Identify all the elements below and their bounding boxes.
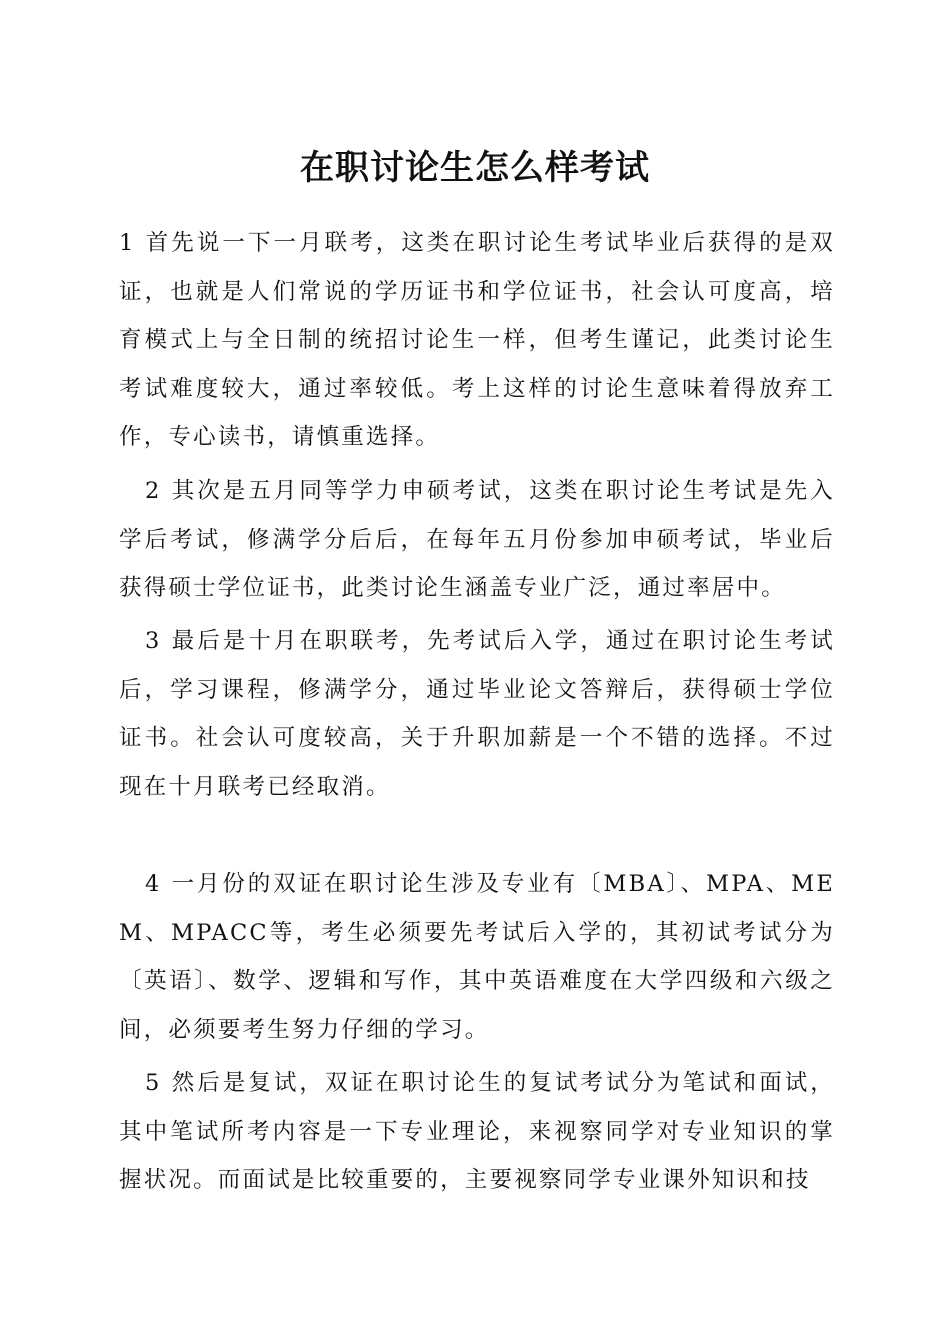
paragraph-5: 5 然后是复试，双证在职讨论生的复试考试分为笔试和面试，其中笔试所考内容是一下专业理论，来视察同学对专业知识的掌握状况。而面试是比较重要的，主要视察同学专业课外知识和技 <box>119 1070 835 1193</box>
paragraph-1: 1 首先说一下一月联考，这类在职讨论生考试毕业后获得的是双证，也就是人们常说的学历证书和学位证书，社会认可度高，培育模式上与全日制的统招讨论生一样，但考生谨记，此类讨论生考试难度较大，通过率较低。考上这样的讨论生意味着得放弃工作，专心读书，请慎重选择。 <box>119 230 835 450</box>
document-title: 在职讨论生怎么样考试 <box>300 148 650 188</box>
paragraph-4: 4 一月份的双证在职讨论生涉及专业有〔MBA〕、MPA、MEM、MPACC等，考生必须要先考试后入学的，其初试考试分为〔英语〕、数学、逻辑和写作，其中英语难度在大学四级和六级之间，必须要考生努力仔细的学习。 <box>119 871 835 1043</box>
paragraph-3: 3 最后是十月在职联考，先考试后入学，通过在职讨论生考试后，学习课程，修满学分，通过毕业论文答辩后，获得硕士学位证书。社会认可度较高，关于升职加薪是一个不错的选择。不过现在十月联考已经取消。 <box>119 628 835 800</box>
paragraph-2: 2 其次是五月同等学力申硕考试，这类在职讨论生考试是先入学后考试，修满学分后后，在每年五月份参加申硕考试，毕业后获得硕士学位证书，此类讨论生涵盖专业广泛，通过率居中。 <box>119 478 835 601</box>
